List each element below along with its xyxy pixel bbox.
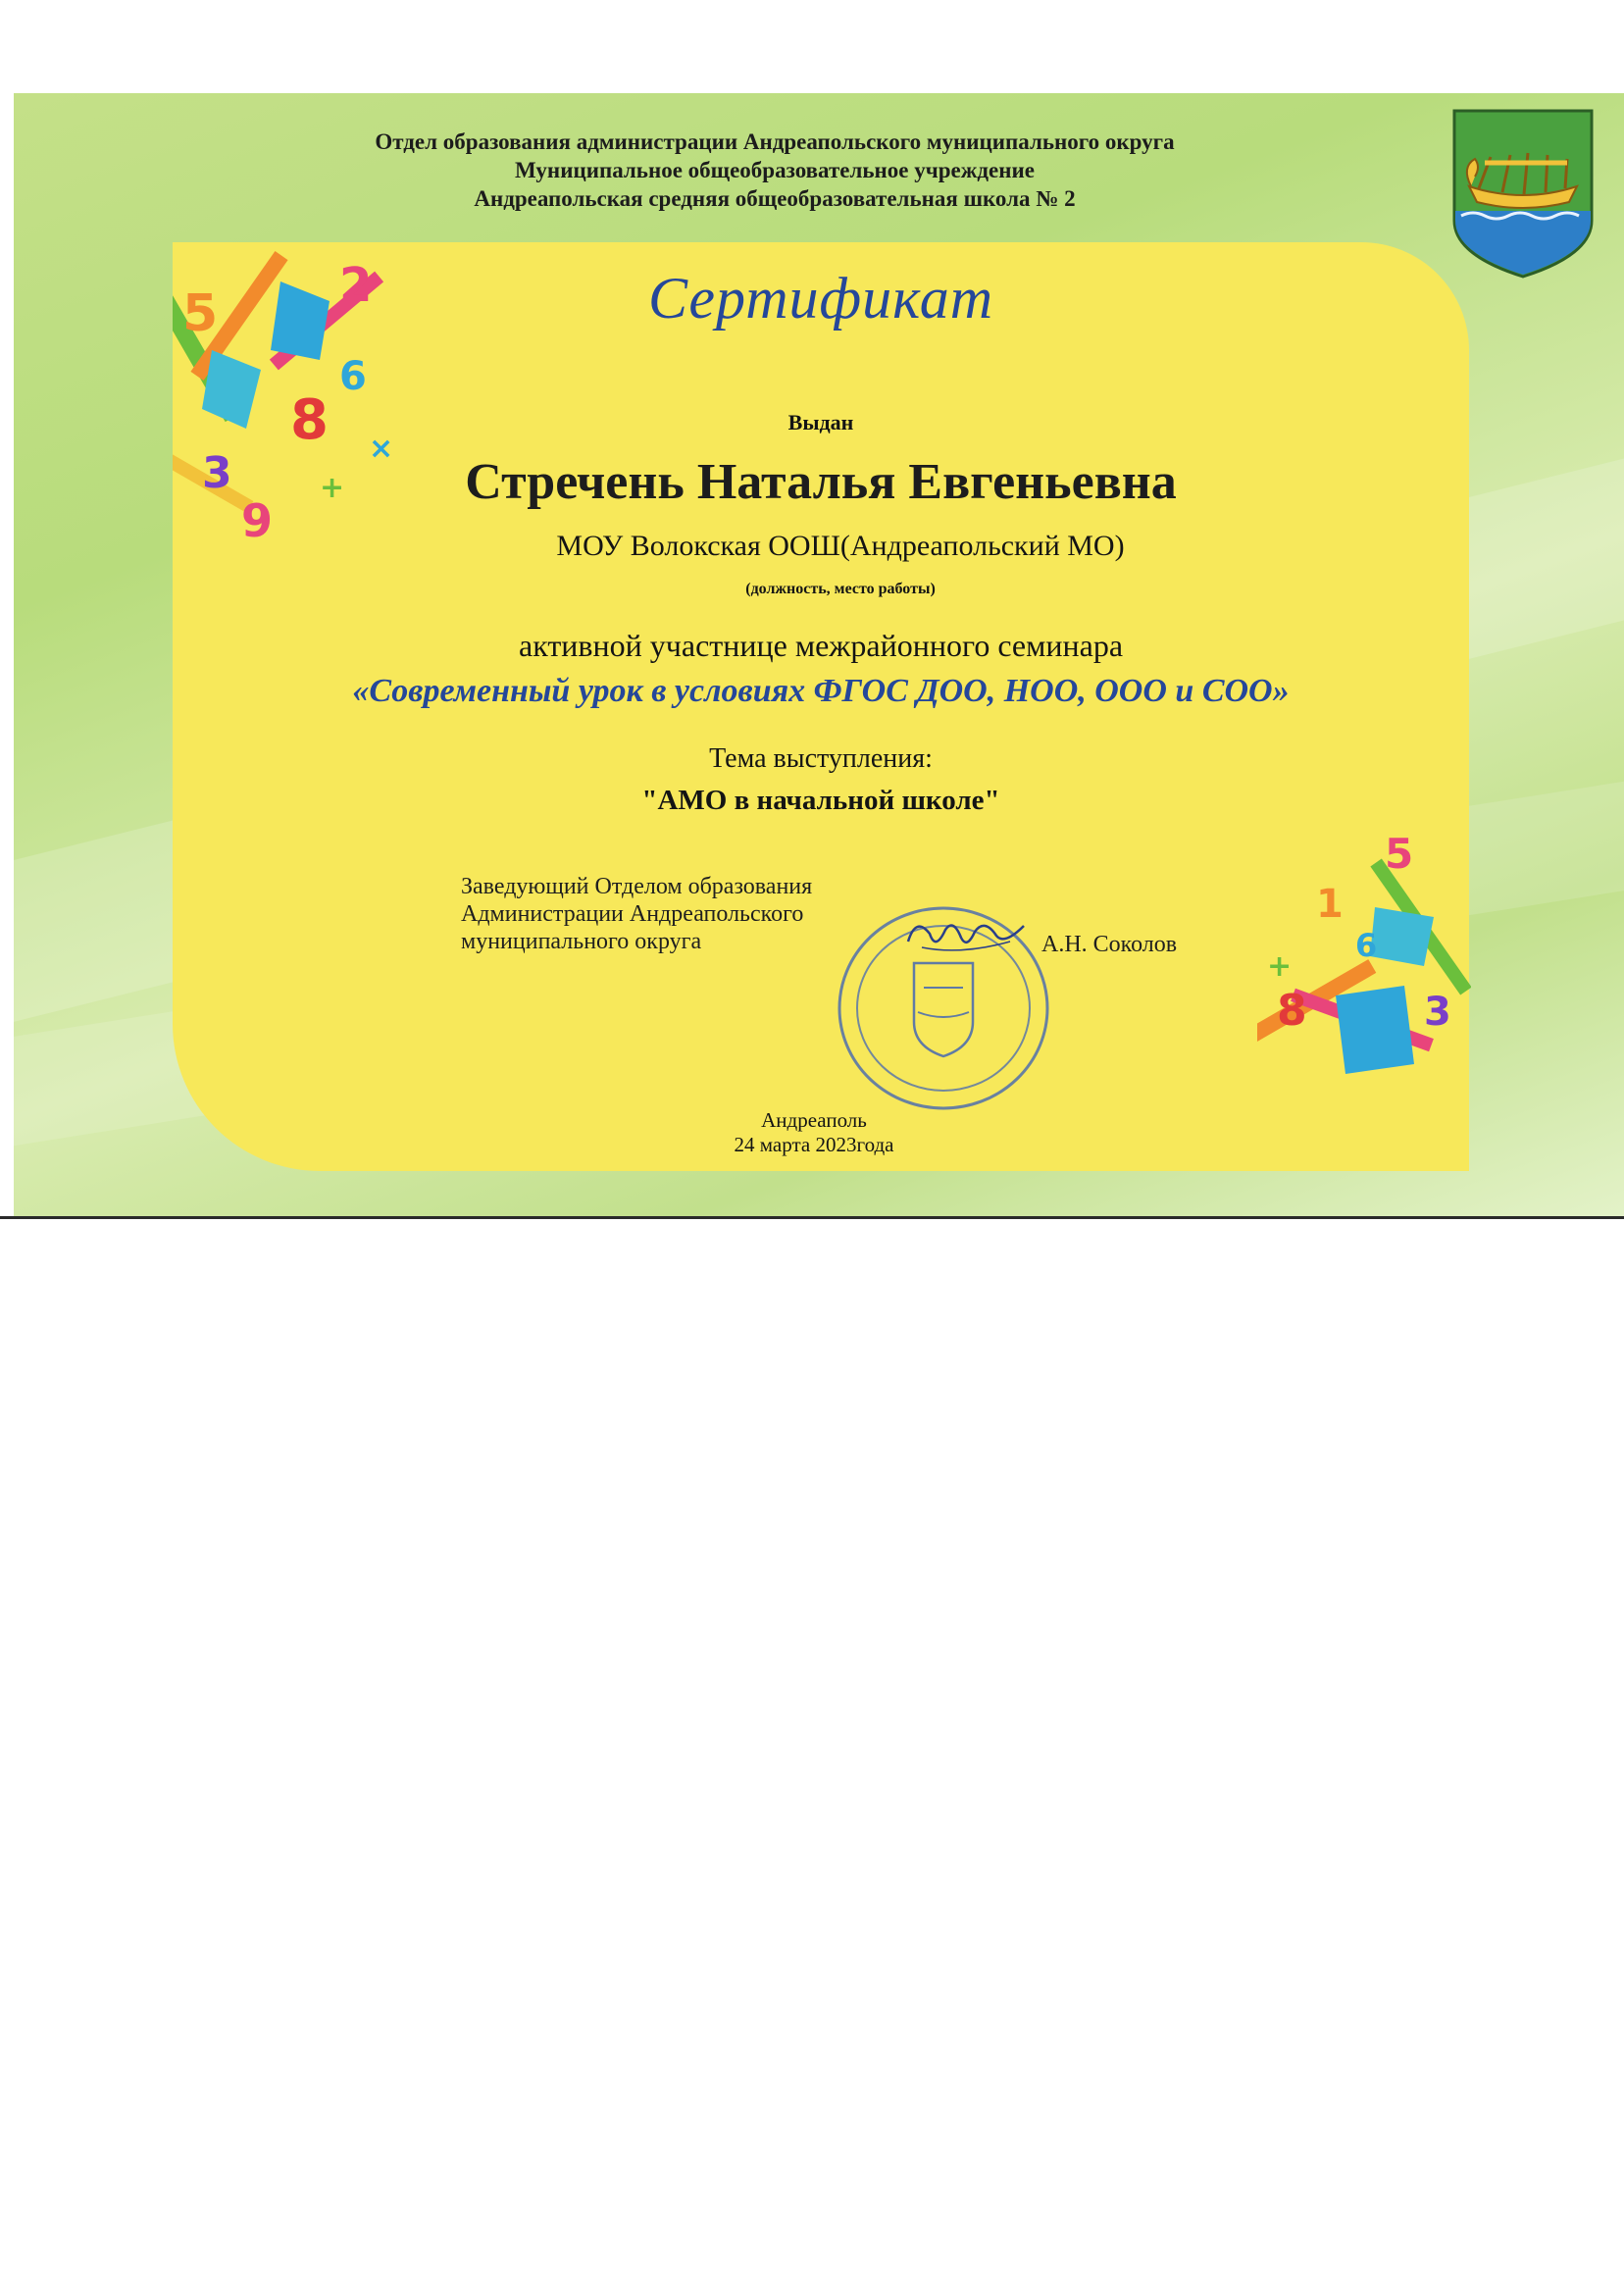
workplace-caption: (должность, место работы) bbox=[745, 581, 936, 597]
svg-text:8: 8 bbox=[1277, 986, 1307, 1036]
svg-text:×: × bbox=[369, 432, 394, 466]
coat-of-arms-icon bbox=[1451, 108, 1595, 280]
svg-text:8: 8 bbox=[290, 388, 329, 452]
seminar-intro: активной участнице межрайонного семинара bbox=[518, 628, 1124, 663]
handwritten-signature-icon bbox=[902, 912, 1030, 961]
issue-date: 24 марта 2023года bbox=[734, 1133, 894, 1156]
svg-text:5: 5 bbox=[1385, 830, 1414, 878]
signer-name: А.Н. Соколов bbox=[1041, 932, 1178, 957]
topic-label: Тема выступления: bbox=[709, 743, 933, 774]
certificate-title: Сертификат bbox=[647, 266, 994, 331]
recipient-name: Стречень Наталья Евгеньевна bbox=[465, 454, 1177, 510]
header-institution-type: Муниципальное общеобразовательное учреждение bbox=[515, 158, 1035, 182]
signer-position-line1: Заведующий Отделом образования bbox=[461, 874, 813, 899]
svg-text:1: 1 bbox=[1316, 882, 1344, 927]
signer-position-line2: Администрации Андреапольского bbox=[461, 901, 804, 927]
recipient-workplace: МОУ Волокская ООШ(Андреапольский МО) bbox=[556, 530, 1125, 562]
svg-text:5: 5 bbox=[182, 284, 219, 343]
svg-text:2: 2 bbox=[339, 258, 373, 313]
scan-edge-line bbox=[0, 1216, 1624, 1219]
svg-text:+: + bbox=[1267, 949, 1293, 984]
topic-title: "АМО в начальной школе" bbox=[641, 785, 1000, 816]
svg-text:3: 3 bbox=[202, 448, 232, 498]
svg-text:6: 6 bbox=[339, 354, 367, 399]
header-department: Отдел образования администрации Андреапольского муниципального округа bbox=[375, 129, 1175, 154]
svg-text:6: 6 bbox=[1355, 927, 1378, 964]
svg-text:9: 9 bbox=[241, 494, 274, 541]
issue-city: Андреаполь bbox=[761, 1108, 867, 1132]
header-school-name: Андреапольская средняя общеобразовательная школа № 2 bbox=[474, 186, 1076, 211]
signer-position-line3: муниципального округа bbox=[461, 929, 702, 954]
seminar-title: «Современный урок в условиях ФГОС ДОО, НОО, ООО и СОО» bbox=[352, 673, 1290, 709]
school-supplies-decoration-icon bbox=[1257, 829, 1471, 1108]
svg-text:+: + bbox=[320, 471, 345, 505]
svg-text:3: 3 bbox=[1424, 990, 1451, 1035]
issued-label: Выдан bbox=[787, 410, 854, 434]
